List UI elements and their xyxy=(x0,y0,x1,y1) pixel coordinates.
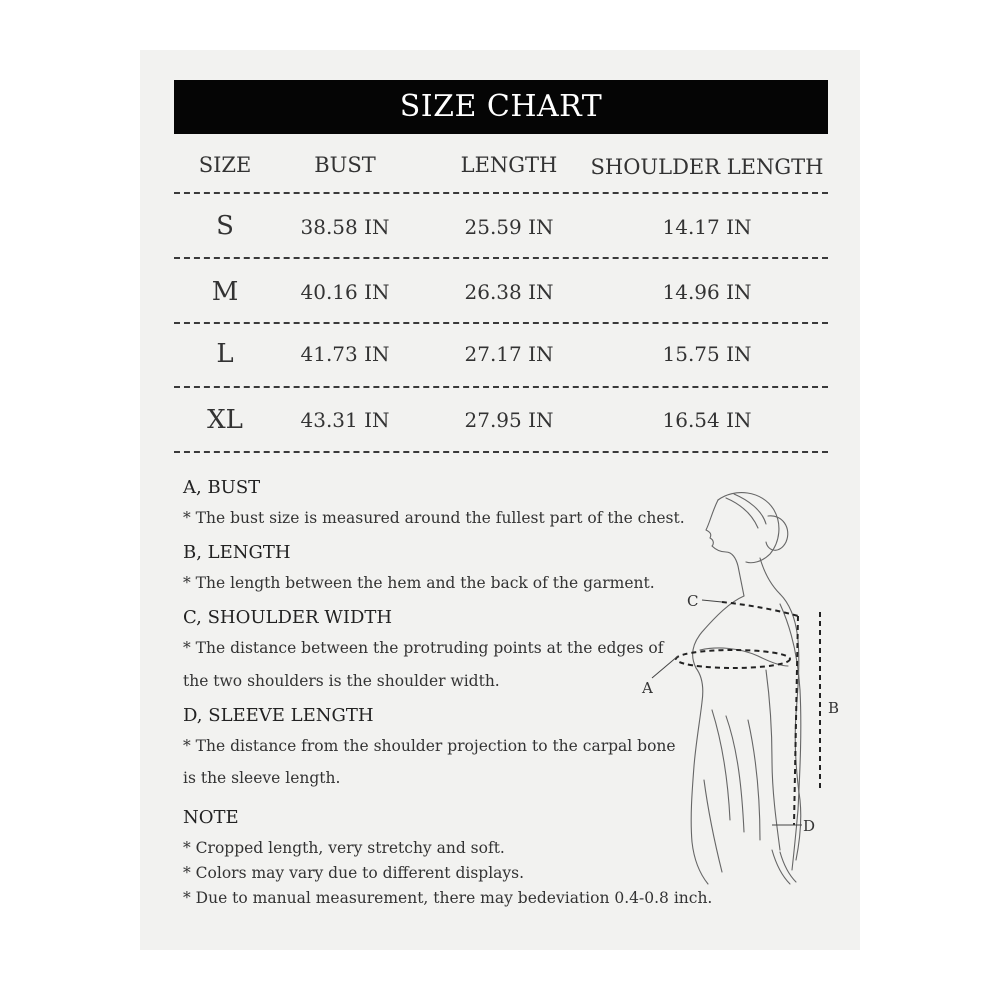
size-m-length: 26.38 IN xyxy=(464,280,554,304)
figure-dress-folds xyxy=(704,710,760,872)
size-l-bust: 41.73 IN xyxy=(300,342,390,366)
figure-torso-front xyxy=(691,596,744,884)
header-length: LENGTH xyxy=(460,153,558,177)
measurement-figure-illustration xyxy=(630,480,850,910)
row-divider xyxy=(174,192,828,194)
size-s-length: 25.59 IN xyxy=(464,215,554,239)
header-shoulder-length: SHOULDER LENGTH xyxy=(590,155,824,179)
figure-neck xyxy=(738,558,780,596)
row-divider xyxy=(174,322,828,324)
row-divider xyxy=(174,386,828,388)
size-xl-length: 27.95 IN xyxy=(464,408,554,432)
length-section-title: B, LENGTH xyxy=(183,542,291,563)
header-size: SIZE xyxy=(198,153,252,177)
note-item-3: * Due to manual measurement, there may bedeviation 0.4-0.8 inch. xyxy=(183,889,713,907)
sleeve-length-description-line-2: is the sleeve length. xyxy=(183,769,341,787)
size-s-bust: 38.58 IN xyxy=(300,215,390,239)
bust-section-title: A, BUST xyxy=(183,477,261,498)
shoulder-width-section-title: C, SHOULDER WIDTH xyxy=(183,607,393,628)
figure-arm-inner xyxy=(766,670,780,850)
bust-label-leader xyxy=(652,656,678,678)
row-divider xyxy=(174,451,828,453)
figure-label-c: C xyxy=(687,592,699,610)
note-item-2: * Colors may vary due to different displays. xyxy=(183,864,525,882)
size-xl-label: XL xyxy=(207,405,243,435)
sleeve-length-section-title: D, SLEEVE LENGTH xyxy=(183,705,374,726)
size-xl-shoulder: 16.54 IN xyxy=(662,408,752,432)
header-bust: BUST xyxy=(314,153,376,177)
figure-hair-bun xyxy=(766,516,788,550)
figure-hair-strands xyxy=(726,494,766,528)
shoulder-width-description-line-1: * The distance between the protruding points at the edges of xyxy=(183,639,664,657)
note-title: NOTE xyxy=(183,807,239,828)
sleeve-length-description-line-1: * The distance from the shoulder projection to the carpal bone xyxy=(183,737,676,755)
row-divider xyxy=(174,257,828,259)
size-l-length: 27.17 IN xyxy=(464,342,554,366)
shoulder-measure-line xyxy=(722,602,798,616)
size-s-label: S xyxy=(216,211,234,241)
size-chart-title: SIZE CHART xyxy=(174,80,828,134)
size-xl-bust: 43.31 IN xyxy=(300,408,390,432)
size-m-shoulder: 14.96 IN xyxy=(662,280,752,304)
shoulder-width-description-line-2: the two shoulders is the shoulder width. xyxy=(183,672,500,690)
shoulder-label-leader xyxy=(702,600,722,602)
length-description: * The length between the hem and the back of the garment. xyxy=(183,574,655,592)
size-m-label: M xyxy=(211,277,239,307)
figure-label-b: B xyxy=(828,699,840,717)
figure-label-d: D xyxy=(803,817,816,835)
figure-label-a: A xyxy=(642,679,653,697)
size-l-shoulder: 15.75 IN xyxy=(662,342,752,366)
size-l-label: L xyxy=(216,339,234,369)
figure-face xyxy=(706,500,738,566)
size-s-shoulder: 14.17 IN xyxy=(662,215,752,239)
bust-description: * The bust size is measured around the fullest part of the chest. xyxy=(183,509,685,527)
size-m-bust: 40.16 IN xyxy=(300,280,390,304)
note-item-1: * Cropped length, very stretchy and soft. xyxy=(183,839,505,857)
